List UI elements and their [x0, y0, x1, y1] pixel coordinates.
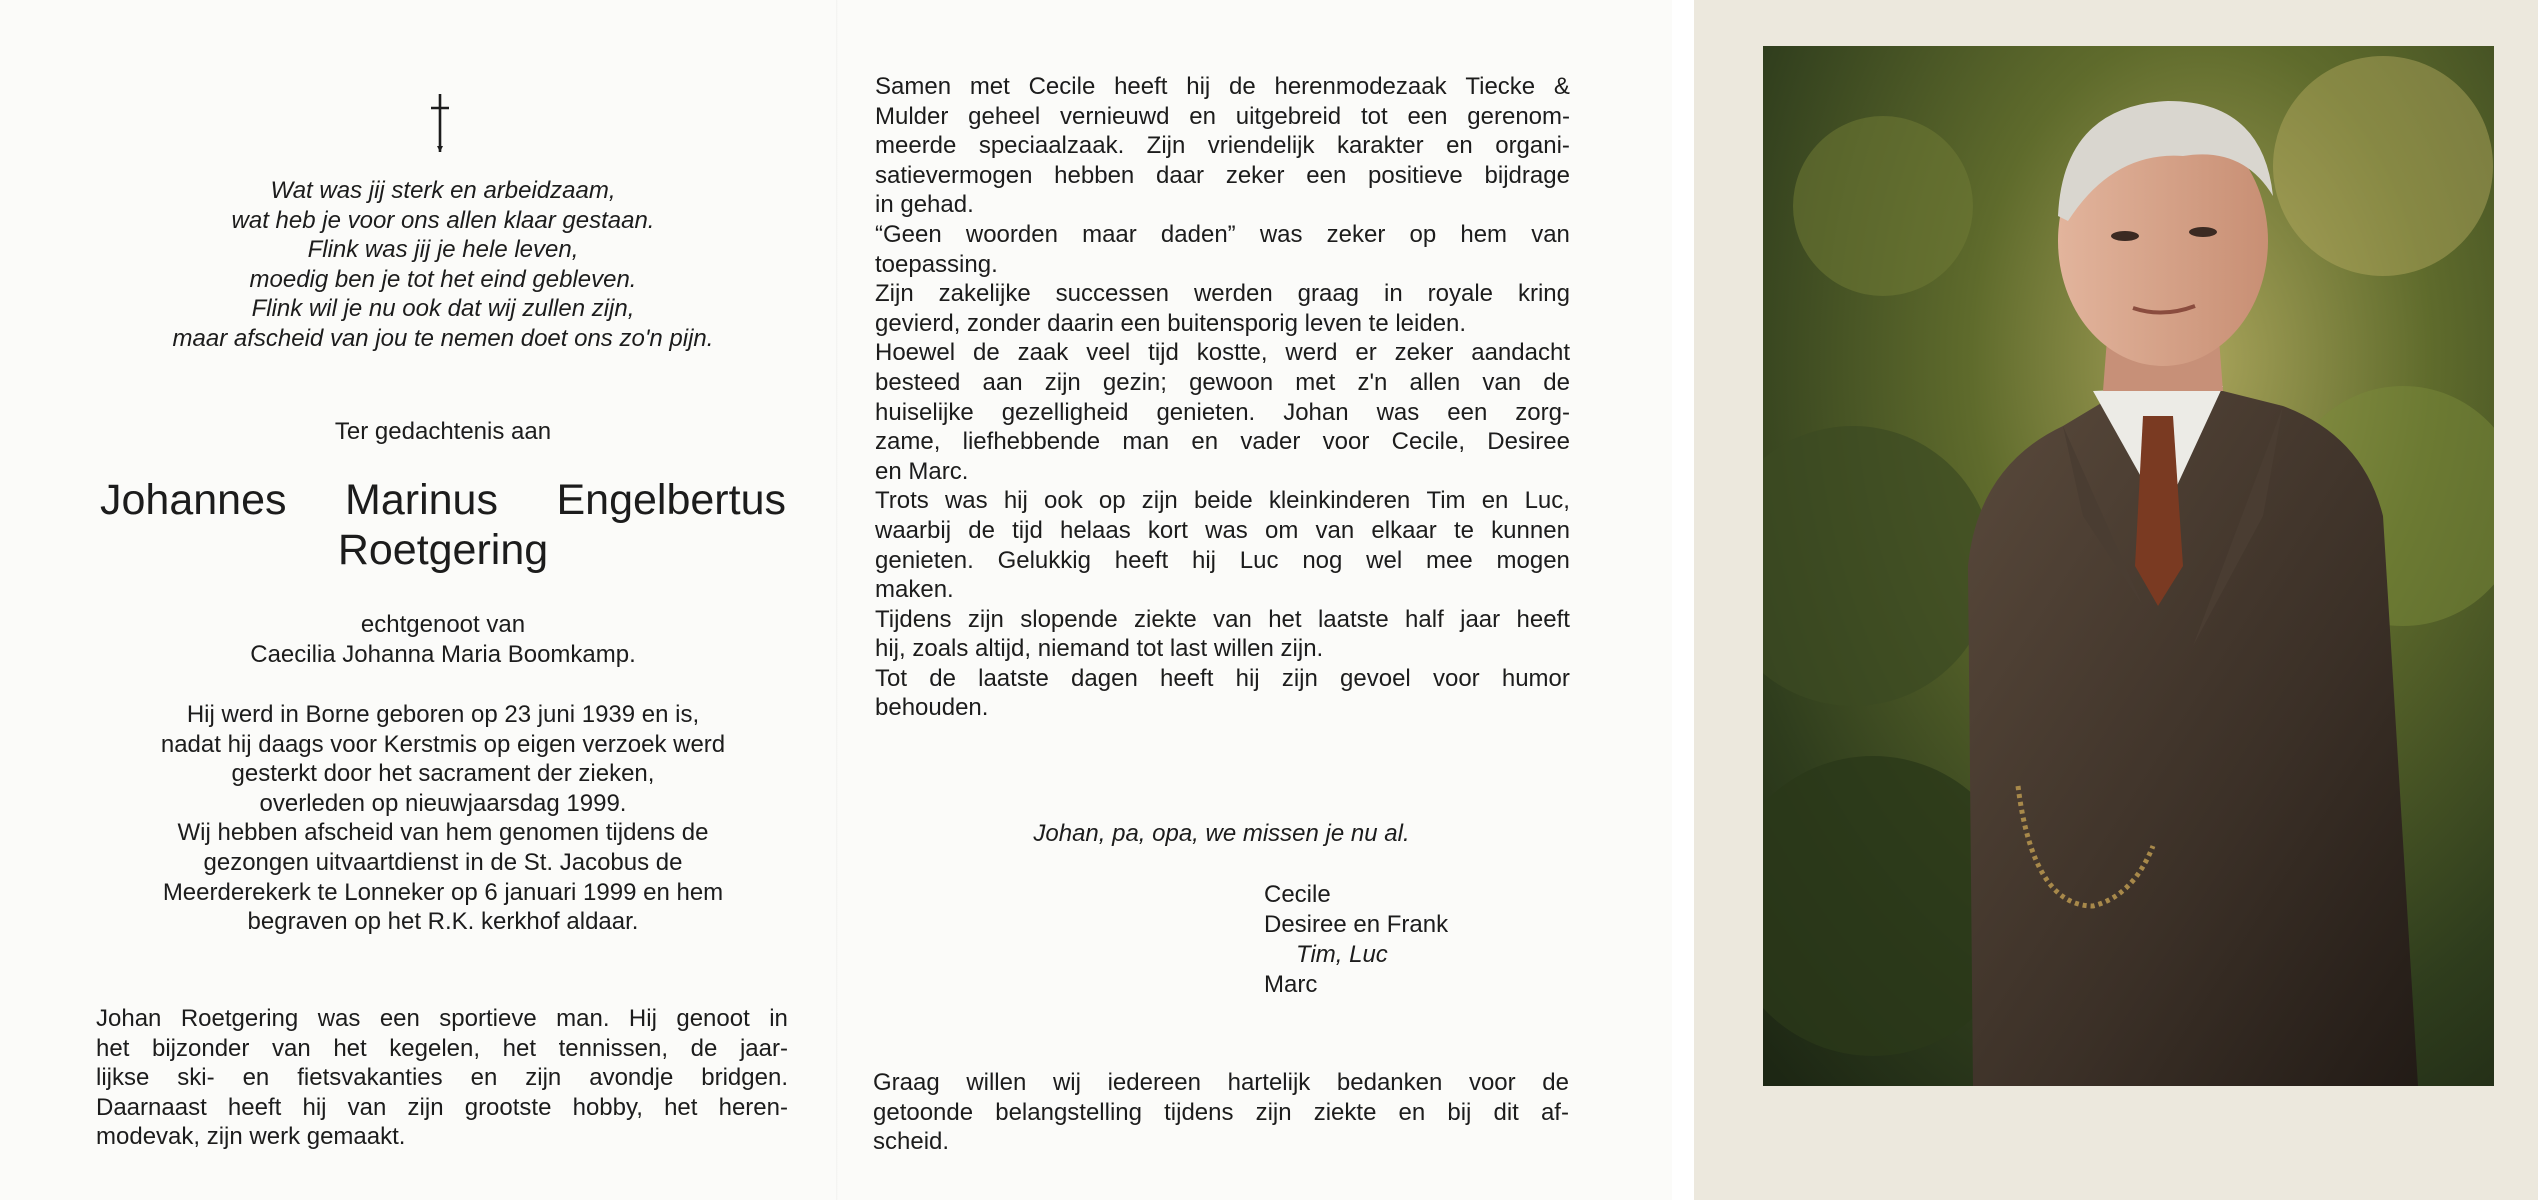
paragraph-line: behouden.	[875, 694, 989, 722]
family-member: Cecile	[1264, 881, 1331, 908]
bio-line: nadat hij daags voor Kerstmis op eigen verzoek werd	[160, 730, 726, 758]
poem-line: wat heb je voor ons allen klaar gestaan.	[231, 206, 655, 234]
paragraph-line: satievermogen hebben daar zeker een positieve bijdrage	[875, 161, 1570, 189]
spouse-name: Caecilia Johanna Maria Boomkamp.	[250, 641, 636, 668]
paragraph-line: in gehad.	[875, 191, 974, 219]
portrait-photo	[1763, 46, 2494, 1086]
bio-line: Meerderekerk te Lonneker op 6 januari 1999 en hem	[162, 878, 724, 906]
thanks-note	[873, 1068, 1569, 1157]
paragraph-line: genieten. Gelukkig heeft hij Luc nog wel mee mogen	[875, 546, 1570, 574]
paragraph-line: Mulder geheel vernieuwd en uitgebreid tot een gerenom-	[875, 102, 1570, 130]
biography	[90, 700, 796, 937]
paragraph-line: “Geen woorden maar daden” was zeker op hem van	[875, 220, 1570, 248]
deceased-name	[100, 475, 786, 575]
story-line: Johan Roetgering was een sportieve man. Hij genoot in	[96, 1005, 788, 1032]
poem-line: moedig ben je tot het eind gebleven.	[249, 265, 637, 293]
family-signatures	[1264, 880, 1448, 1000]
paragraph-line: maken.	[875, 576, 954, 604]
paragraph-line: hij, zoals altijd, niemand tot last willen zijn.	[875, 635, 1324, 663]
paragraph-line: huiselijke gezelligheid genieten. Johan was een zorg-	[875, 398, 1570, 426]
spouse-block	[90, 610, 796, 670]
life-story	[96, 1004, 788, 1152]
spouse-intro: echtgenoot van	[360, 611, 526, 638]
paragraph-line: besteed aan zijn gezin; gewoon met z'n allen van de	[875, 368, 1570, 396]
bio-line: gesterkt door het sacrament der zieken,	[231, 760, 655, 788]
in-memory-heading: Ter gedachtenis aan	[334, 418, 552, 445]
story-line: het bijzonder van het kegelen, het tennissen, de jaar-	[96, 1034, 788, 1062]
bio-line: gezongen uitvaartdienst in de St. Jacobus de	[203, 848, 683, 876]
card-fold	[836, 0, 838, 1200]
third-name: Engelbertus	[556, 476, 786, 524]
paragraph-line: gevierd, zonder daarin een buitensporig leven te leiden.	[875, 309, 1467, 337]
paragraph-line: en Marc.	[875, 457, 969, 485]
paragraph-line: Tijdens zijn slopende ziekte van het laatste half jaar heeft	[875, 605, 1570, 633]
cross-icon	[420, 90, 460, 160]
story-line: Daarnaast heeft hij van zijn grootste hobby, het heren-	[96, 1093, 788, 1121]
poem	[90, 176, 796, 354]
paragraph-line: Samen met Cecile heeft hij de herenmodezaak Tiecke &	[875, 73, 1570, 100]
family-member: Desiree en Frank	[1264, 911, 1449, 938]
bio-line: Wij hebben afscheid van hem genomen tijdens de	[177, 819, 709, 847]
poem-line: Flink wil je nu ook dat wij zullen zijn,	[251, 295, 635, 323]
paragraph-line: Trots was hij ook op zijn beide kleinkinderen Tim en Luc,	[875, 487, 1570, 515]
grandchildren: Tim, Luc	[1296, 941, 1388, 968]
portrait-illustration	[1763, 46, 2494, 1086]
story-line: modevak, zijn werk gemaakt.	[96, 1123, 406, 1151]
card-gap	[1672, 0, 1694, 1200]
first-name: Johannes	[100, 476, 287, 524]
paragraph-line: toepassing.	[875, 250, 998, 278]
thanks-line: scheid.	[873, 1128, 950, 1156]
bio-line: Hij werd in Borne geboren op 23 juni 1939 en is,	[186, 701, 700, 728]
story-line: lijkse ski- en fietsvakanties en zijn avondje bridgen.	[96, 1064, 788, 1092]
paragraph-line: Hoewel de zaak veel tijd kostte, werd er zeker aandacht	[875, 339, 1570, 367]
paragraph-line: zame, liefhebbende man en vader voor Cecile, Desiree	[875, 428, 1570, 456]
poem-line: Flink was jij je hele leven,	[307, 236, 579, 264]
farewell-line: Johan, pa, opa, we missen je nu al.	[1033, 820, 1410, 847]
thanks-line: Graag willen wij iedereen hartelijk bedanken voor de	[873, 1069, 1569, 1096]
paragraph-line: meerde speciaalzaak. Zijn vriendelijk karakter en organi-	[875, 132, 1570, 160]
second-name: Marinus	[345, 476, 498, 524]
paragraph-line: Tot de laatste dagen heeft hij zijn gevoel voor humor	[875, 664, 1570, 692]
paragraph-line: Zijn zakelijke successen werden graag in royale kring	[875, 280, 1570, 308]
bio-line: overleden op nieuwjaarsdag 1999.	[259, 789, 627, 817]
family-member: Marc	[1264, 971, 1318, 998]
surname: Roetgering	[337, 526, 549, 574]
life-story-continued	[875, 72, 1570, 723]
poem-line: Wat was jij sterk en arbeidzaam,	[270, 177, 616, 204]
thanks-line: getoonde belangstelling tijdens zijn ziekte en bij dit af-	[873, 1098, 1569, 1126]
bio-line: begraven op het R.K. kerkhof aldaar.	[247, 908, 639, 936]
poem-line: maar afscheid van jou te nemen doet ons zo'n pijn.	[172, 324, 714, 352]
paragraph-line: waarbij de tijd helaas kort was om van elkaar te kunnen	[875, 516, 1570, 544]
